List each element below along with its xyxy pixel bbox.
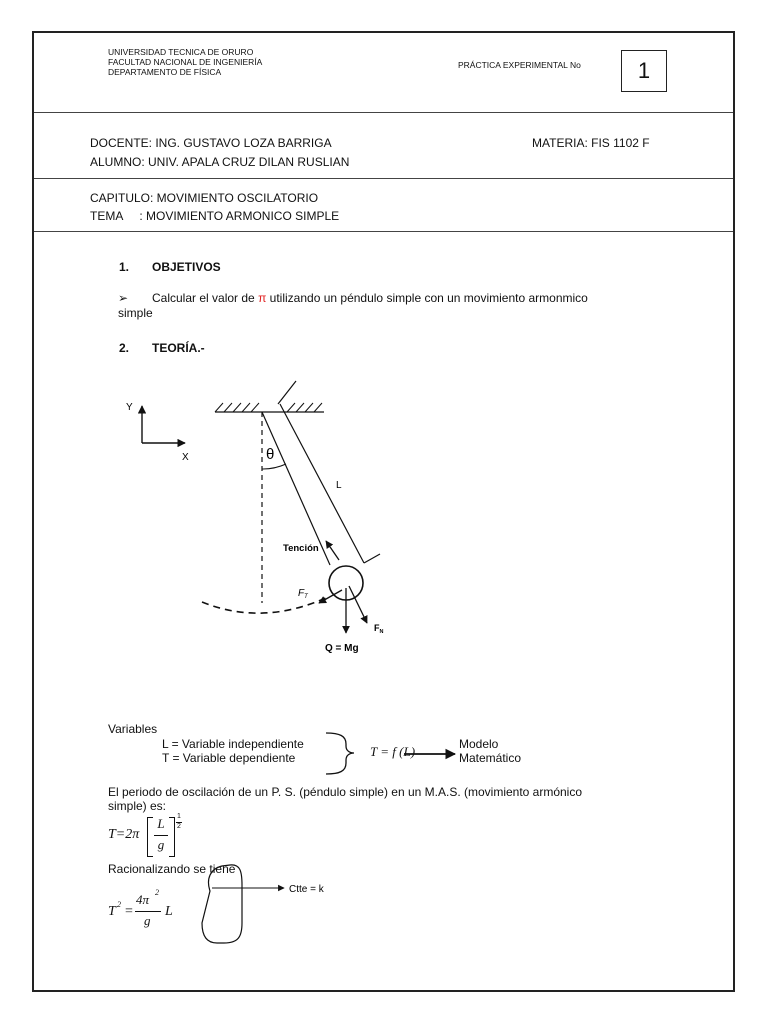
weight-label: Q = Mg (325, 643, 359, 654)
tension-arrow (326, 541, 339, 560)
variables-title: Variables (108, 722, 158, 736)
formula2-denominator: g (144, 913, 151, 928)
ceiling-hatch (215, 403, 324, 412)
formula2-numerator: 4π (136, 892, 150, 907)
rationalized-formula (108, 887, 198, 937)
document-frame (32, 31, 735, 992)
ft-label (298, 588, 309, 600)
formula2-L: L (165, 904, 173, 919)
function-formula: T = f (L) (370, 744, 416, 759)
fn-main: F (374, 623, 380, 633)
exp-numerator: 1 (177, 813, 181, 820)
formula2-T: T (108, 904, 116, 919)
teoria-number: 2. (119, 341, 130, 355)
objetivos-bullet: ➢ (118, 291, 129, 305)
practica-label: PRÁCTICA EXPERIMENTAL No (458, 60, 581, 70)
objetivos-text-after: utilizando un péndulo simple con un movimiento armonmico (266, 291, 588, 305)
capitulo-line: CAPITULO: MOVIMIENTO OSCILATORIO (90, 191, 319, 205)
fn-sub: N (379, 629, 384, 635)
racionalizando-text: Racionalizando se tiene (108, 862, 236, 876)
ctte-label: Ctte = k (289, 884, 324, 895)
institution-line-1: UNIVERSIDAD TECNICA DE ORURO (108, 47, 254, 57)
objetivos-number: 1. (119, 260, 130, 274)
alumno-line: ALUMNO: UNIV. APALA CRUZ DILAN RUSLIAN (90, 155, 350, 169)
formula2-eq: = (125, 904, 133, 919)
bracket-right (169, 817, 175, 857)
institution-line-3: DEPARTAMENTO DE FÍSICA (108, 67, 222, 77)
periodo-text-2: simple) es: (108, 799, 167, 813)
periodo-text-1: El periodo de oscilación de un P. S. (péndulo simple) en un M.A.S. (movimiento armónico (108, 785, 583, 799)
objetivos-heading: OBJETIVOS (152, 260, 221, 274)
teoria-heading: TEORÍA.- (152, 341, 205, 355)
objetivos-text-wrap: simple (118, 306, 153, 320)
length-label: L (336, 480, 342, 491)
exp-denominator: 2 (177, 823, 181, 830)
materia-line: MATERIA: FIS 1102 F (532, 136, 650, 150)
formula2-numerator-sup: 2 (155, 888, 159, 897)
ft-main: F (298, 588, 305, 599)
fn-label (374, 623, 384, 635)
bracket-left (147, 817, 153, 857)
model-line-1: Modelo (459, 737, 499, 751)
theta-arc (262, 464, 286, 469)
ft-sub: T (304, 594, 308, 600)
formula2-bar (135, 911, 161, 912)
objetivos-text-before: Calcular el valor de (152, 291, 259, 305)
variable-independent: L = Variable independiente (162, 737, 304, 751)
practica-number: 1 (621, 50, 667, 92)
docente-line: DOCENTE: ING. GUSTAVO LOZA BARRIGA (90, 136, 332, 150)
institution-line-2: FACULTAD NACIONAL DE INGENIERÍA (108, 57, 263, 67)
period-formula-L: L (157, 816, 165, 831)
period-formula-T: T=2π (108, 827, 140, 842)
pendulum-rod (262, 381, 380, 565)
formula2-T-sup: 2 (117, 900, 121, 909)
fraction-bar (154, 835, 168, 836)
theta-label: θ (266, 446, 275, 463)
pi-symbol: π (258, 291, 267, 305)
axes-icon (142, 406, 185, 443)
constant-highlight-loop (202, 865, 242, 943)
model-line-2: Matemático (459, 751, 522, 765)
axis-x-label: X (182, 452, 189, 463)
variables-brace (326, 733, 354, 774)
variable-dependent: T = Variable dependiente (162, 751, 296, 765)
axis-y-label: Y (126, 402, 133, 413)
period-formula (108, 815, 228, 861)
tema-line: TEMA : MOVIMIENTO ARMONICO SIMPLE (90, 209, 340, 223)
period-formula-g: g (157, 837, 165, 852)
swing-path (202, 596, 330, 613)
tension-label: Tención (283, 543, 319, 554)
